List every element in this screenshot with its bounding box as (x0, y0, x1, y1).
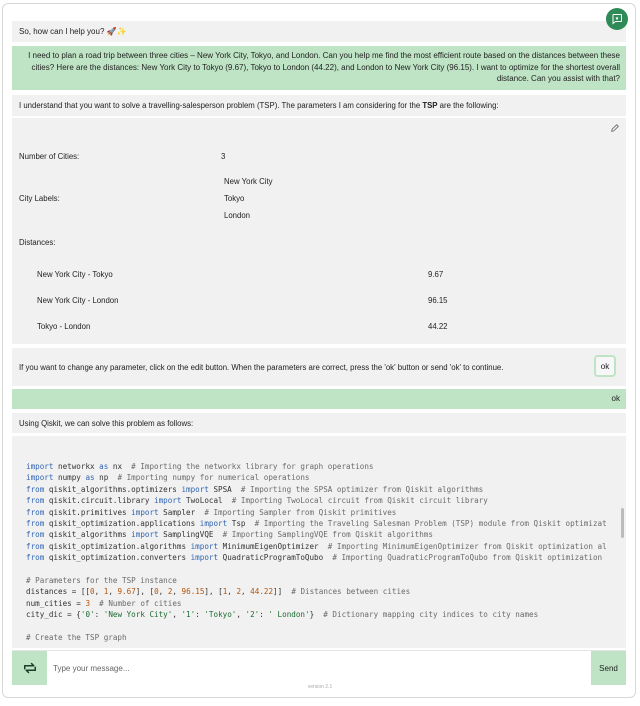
chat-bubble-icon (611, 13, 623, 25)
user-message-request (12, 46, 626, 90)
bot-message-change (12, 348, 626, 386)
greeting-text: So, how can I help you? 🚀✨ (19, 27, 127, 36)
num-cities-label: Number of Cities: (19, 152, 80, 161)
distances-label: Distances: (19, 238, 56, 247)
user-message-ok (12, 389, 626, 409)
user-ok-text: ok (611, 394, 620, 403)
intro-text (19, 101, 499, 110)
city-label-value: Tokyo (224, 194, 245, 203)
distance-pair: New York City - Tokyo (37, 270, 113, 279)
version-label: version 2.1 (307, 684, 333, 690)
code-scrollbar[interactable] (621, 508, 624, 538)
intro-bold: TSP (422, 101, 438, 110)
code-content: import networkx as nx # Importing the networkx library for graph operations import numpy as np # Importing numpy for numerical operations from qiskit_algorithms.optimizers import SPSA # Importing the SPSA optimizer from Qiskit algorithms from qiskit.circuit.library import TwoLocal # Importing TwoLocal circuit from Qiskit circuit library from qiskit.primitives import Sampler # Importing Sampler from Qiskit primitives from qiskit_optimization.applications import Tsp # Importing the Traveling Salesman Problem (TSP) module from Qiskit optimizat from qiskit_algorithms import SamplingVQE # Importing SamplingVQE from Qiskit algorithms from qiskit_optimization.algorithms import MinimumEigenOptimizer # Importing MinimumEigenOptimizer from Qiskit optimization al from qiskit_optimization.converters import QuadraticProgramToQubo # Importing QuadraticProgramToQubo from Qiskit optimization # Parameters for the TSP instance distances = [[0, 1, 9.67], [0, 2, 96.15], [1, 2, 44.22]] # Distances between cities num_cities = 3 # Number of cities city_dic = {'0': 'New York City', '1': 'Tokyo', '2': ' London'} # Dictionary mapping city indices to city names # Create the TSP graph (26, 462, 607, 643)
edit-pencil-icon[interactable] (610, 123, 620, 133)
message-input[interactable] (47, 651, 591, 685)
change-text: If you want to change any parameter, click on the edit button. When the parameters are correct, press the 'ok' button or send 'ok' to continue. (19, 362, 504, 372)
qiskit-intro-text: Using Qiskit, we can solve this problem as follows: (19, 418, 194, 428)
restart-button[interactable] (12, 651, 47, 685)
distance-pair: New York City - London (37, 296, 119, 305)
refresh-icon (21, 659, 39, 677)
parameters-panel (12, 118, 626, 344)
send-button[interactable]: Send (591, 651, 626, 685)
feedback-button[interactable] (606, 8, 628, 30)
message-input-row (12, 650, 626, 684)
distance-value: 96.15 (428, 296, 448, 305)
distance-value: 44.22 (428, 322, 448, 331)
city-label-value: London (224, 211, 251, 220)
intro-prefix: I understand that you want to solve a travelling-salesperson problem (TSP). The parameters I am considering for the (19, 101, 423, 110)
bot-message-qiskit (12, 413, 626, 433)
user-request-text: I need to plan a road trip between three cities – New York City, Tokyo, and London. Can you help me find the most efficient route based on the distances between these cities? Here are the distances: New York City to Tokyo (9.67), Tokyo to London (44.22), and London to New York City (96.15). I want to optimize for the shortest overall distance. Can you assist with that? (28, 51, 620, 83)
intro-suffix: are the following: (437, 101, 499, 110)
bot-message-greeting (12, 21, 626, 42)
bot-message-intro (12, 95, 626, 116)
distance-pair: Tokyo - London (37, 322, 91, 331)
code-block (12, 436, 626, 648)
chat-window (2, 3, 636, 698)
num-cities-value: 3 (221, 152, 226, 161)
distance-value: 9.67 (428, 270, 444, 279)
city-labels-label: City Labels: (19, 194, 60, 203)
ok-button[interactable]: ok (594, 355, 616, 377)
city-label-value: New York City (224, 177, 273, 186)
